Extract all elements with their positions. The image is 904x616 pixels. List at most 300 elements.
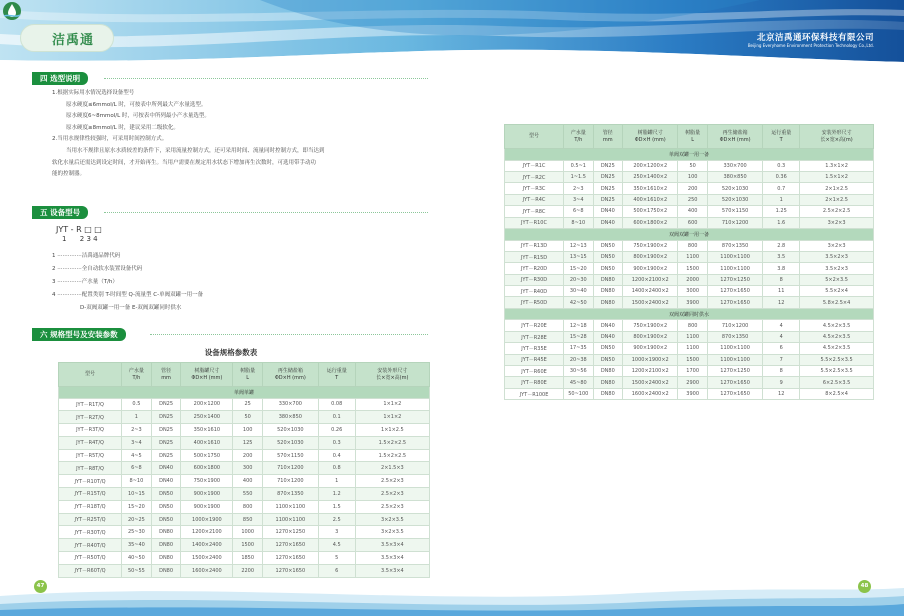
table-group-row	[505, 228, 874, 240]
group-label: 单阀单罐	[59, 387, 430, 399]
table-cell: 900×1900×2	[623, 343, 678, 354]
table-cell: 200×1200×2	[623, 160, 678, 171]
table-cell: 5.5×2.5×3.5	[800, 354, 874, 365]
table-cell: JYT－R40D	[505, 286, 564, 297]
column-header-line: 长×宽×高(m)	[820, 136, 853, 143]
table-cell: 870×1350	[263, 488, 319, 501]
table-cell: JYT－R60T/Q	[59, 564, 122, 577]
note-line: 原水硬度6~8mmol/L 时，可按表中所列最小产水量选型。	[66, 113, 210, 120]
table-cell: 750×1900	[181, 475, 233, 488]
table-row	[59, 411, 430, 424]
table-cell: 8	[763, 366, 800, 377]
table-cell: 1270×1650	[707, 377, 762, 388]
table-cell: DN80	[593, 274, 623, 285]
table-cell: 250×1400	[181, 411, 233, 424]
column-header-line: 安装外形尺寸	[821, 129, 852, 136]
table-cell: DN50	[593, 354, 623, 365]
table-cell: DN80	[593, 388, 623, 399]
table-row	[505, 320, 874, 331]
table-cell: DN50	[593, 343, 623, 354]
table-cell: JYT－R15T/Q	[59, 488, 122, 501]
table-cell: 1×1×2	[355, 411, 429, 424]
table-cell: 200	[678, 183, 708, 194]
column-header	[800, 125, 874, 149]
table-row	[505, 388, 874, 399]
table-cell: DN25	[151, 398, 181, 411]
column-header-line: ΦD×H (mm)	[191, 374, 223, 381]
table-cell: 600×1800×2	[623, 217, 678, 228]
table-cell: 550	[233, 488, 263, 501]
column-header-line: 型号	[529, 133, 540, 140]
note-line: 能的控制器。	[52, 171, 86, 178]
table-row	[505, 354, 874, 365]
column-header-line: 管径	[161, 367, 172, 374]
table-cell: JYT－R4T/Q	[59, 436, 122, 449]
table-cell: JYT－R13D	[505, 240, 564, 251]
table-cell: 3.5×2×3	[800, 251, 874, 262]
table-cell: 3.8	[763, 263, 800, 274]
table-cell: 800×1900×2	[623, 251, 678, 262]
column-header	[623, 125, 678, 149]
table-row	[505, 206, 874, 217]
column-header-line: 树脂量	[685, 129, 701, 136]
table-cell: 1000×1900×2	[623, 354, 678, 365]
table-cell: 25	[233, 398, 263, 411]
table-cell: JYT－R28E	[505, 331, 564, 342]
column-header	[593, 125, 623, 149]
group-label: 双阀双罐一用一备	[505, 228, 874, 240]
table-cell: 40~50	[122, 552, 152, 565]
table-cell: 0.3	[763, 160, 800, 171]
table-cell: 350×1610	[181, 424, 233, 437]
table-cell: 0.36	[763, 171, 800, 182]
table-cell: 3.5×3×4	[355, 539, 429, 552]
table-cell: DN50	[151, 500, 181, 513]
table-cell: 400	[678, 206, 708, 217]
column-header-line: 树脂罐尺寸	[637, 129, 663, 136]
table-row	[59, 462, 430, 475]
table-cell: 2×1.5×3	[355, 462, 429, 475]
table-cell: 400×1610	[181, 436, 233, 449]
table-cell: 250	[678, 194, 708, 205]
table-cell: 50~100	[564, 388, 594, 399]
table-cell: DN50	[593, 251, 623, 262]
table-cell: 50~55	[122, 564, 152, 577]
group-label: 双阀双罐同时供水	[505, 308, 874, 320]
table-cell: 710×1200	[707, 217, 762, 228]
table-header-row	[59, 363, 430, 387]
table-cell: 2.5	[318, 513, 355, 526]
column-header	[318, 363, 355, 387]
section-6-title: 六 规格型号及安装参数	[32, 328, 126, 341]
table-cell: 600	[678, 217, 708, 228]
section-4-header	[32, 72, 428, 85]
column-header-line: mm	[161, 374, 171, 381]
table-cell: 710×1200	[263, 462, 319, 475]
table-cell: 3	[318, 526, 355, 539]
logo-text: 洁禹通	[52, 33, 95, 48]
table-cell: 1100×1100	[707, 251, 762, 262]
column-header-line: T/h	[574, 136, 583, 143]
table-cell: DN25	[593, 160, 623, 171]
table-cell: JYT－R4C	[505, 194, 564, 205]
table-cell: 0.08	[318, 398, 355, 411]
column-header-line: 树脂量	[240, 367, 256, 374]
table-cell: 1850	[233, 552, 263, 565]
table-cell: 1400×2400×2	[623, 286, 678, 297]
table-cell: 4~5	[122, 449, 152, 462]
table-row	[505, 240, 874, 251]
table-cell: JYT－R3C	[505, 183, 564, 194]
table-cell: DN80	[593, 377, 623, 388]
legend-line: 1 ··············洁禹通品牌代码	[52, 253, 121, 259]
table-cell: JYT－R5T/Q	[59, 449, 122, 462]
table-cell: JYT－R8T/Q	[59, 462, 122, 475]
footer-wave	[0, 574, 904, 616]
table-cell: 300	[233, 462, 263, 475]
table-cell: 3.5×3×4	[355, 564, 429, 577]
table-cell: 4	[763, 331, 800, 342]
table-cell: 600×1800	[181, 462, 233, 475]
table-cell: 13~15	[564, 251, 594, 262]
table-cell: 1100	[678, 251, 708, 262]
column-header-line: 产水量	[128, 367, 144, 374]
table-cell: 520×1030	[263, 436, 319, 449]
group-label: 单阀双罐一用一备	[505, 149, 874, 161]
table-cell: 1.5	[318, 500, 355, 513]
table-cell: 0.5	[122, 398, 152, 411]
column-header-line: 管径	[602, 129, 613, 136]
column-header-line: 安装外形尺寸	[377, 367, 408, 374]
company-name-en: Beijing Everyhome Environment Protection Technology Co.,Ltd.	[747, 43, 874, 48]
table-cell: 1200×2100×2	[623, 366, 678, 377]
table-cell: 900×1900	[181, 488, 233, 501]
table-cell: 3.5×3×4	[355, 552, 429, 565]
table-cell: 3~4	[564, 194, 594, 205]
column-header-line: L	[246, 374, 250, 381]
table-cell: DN80	[593, 286, 623, 297]
water-drop-logo-icon	[0, 0, 24, 22]
table-row	[59, 552, 430, 565]
column-header-line: mm	[602, 136, 613, 143]
table-cell: 17~35	[564, 343, 594, 354]
table-row	[505, 274, 874, 285]
table-cell: 2.5×2×3	[355, 475, 429, 488]
table-cell: 350×1610×2	[623, 183, 678, 194]
table-row	[505, 343, 874, 354]
table-cell: 0.26	[318, 424, 355, 437]
table-row	[505, 160, 874, 171]
table-cell: 2.5×2×2.5	[800, 206, 874, 217]
table-cell: 520×1030	[263, 424, 319, 437]
table-cell: 5.8×2.5×4	[800, 297, 874, 308]
table-cell: 100	[678, 171, 708, 182]
table-cell: 520×1030	[707, 194, 762, 205]
spec-table-right	[504, 124, 874, 400]
table-cell: JYT－R3T/Q	[59, 424, 122, 437]
table-cell: JYT－R10T/Q	[59, 475, 122, 488]
table-cell: 1100	[678, 343, 708, 354]
table-row	[59, 436, 430, 449]
table-row	[505, 297, 874, 308]
table-cell: DN40	[593, 206, 623, 217]
table-row	[59, 475, 430, 488]
table-cell: 570×1150	[707, 206, 762, 217]
table-cell: JYT－R25T/Q	[59, 513, 122, 526]
note-line: 原水硬度≤6mmol/L 时，可按表中所列最大产水量选型。	[66, 101, 207, 108]
table-cell: 6	[763, 343, 800, 354]
table-cell: 200	[233, 449, 263, 462]
note-line: 当用水不规律且原水水质较差的条件下，采用流量控制方式，还可采用时间、流量同时控制方式，即当达到	[66, 147, 325, 154]
legend-line: 3 ··············产水量（T/h）	[52, 279, 118, 285]
section-5-title: 五 设备型号	[32, 206, 88, 219]
table-cell: 35~40	[122, 539, 152, 552]
table-cell: 1×1×2.5	[355, 424, 429, 437]
table-cell: JYT－R10C	[505, 217, 564, 228]
table-cell: JYT－R18T/Q	[59, 500, 122, 513]
table-cell: 750×1900×2	[623, 240, 678, 251]
table-row	[505, 171, 874, 182]
table-cell: 20~30	[564, 274, 594, 285]
table-cell: 12~18	[564, 320, 594, 331]
table-cell: 2.8	[763, 240, 800, 251]
table-cell: 3.5×2×3	[800, 263, 874, 274]
column-header	[707, 125, 762, 149]
table-cell: 20~38	[564, 354, 594, 365]
table-cell: 520×1030	[707, 183, 762, 194]
table-cell: 1500	[678, 263, 708, 274]
table-cell: 1700	[678, 366, 708, 377]
table-cell: JYT－R1T/Q	[59, 398, 122, 411]
column-header	[151, 363, 181, 387]
table-cell: DN50	[151, 488, 181, 501]
column-header-line: 运行重量	[771, 129, 792, 136]
column-header	[59, 363, 122, 387]
section-5-header	[32, 206, 428, 219]
table-cell: 6~8	[122, 462, 152, 475]
section-4-title: 四 选型说明	[32, 72, 88, 85]
column-header-line: L	[691, 136, 695, 143]
table-cell: 2000	[678, 274, 708, 285]
table-cell: 7	[763, 354, 800, 365]
table-row	[505, 366, 874, 377]
table-group-row	[505, 149, 874, 161]
table-cell: 500×1750	[181, 449, 233, 462]
table-cell: 1600×2400×2	[623, 388, 678, 399]
table-cell: DN25	[593, 171, 623, 182]
table-cell: 1000×1900	[181, 513, 233, 526]
table-cell: DN40	[593, 320, 623, 331]
table-cell: JYT－R1C	[505, 160, 564, 171]
table-cell: 125	[233, 436, 263, 449]
table-cell: 1270×1650	[263, 539, 319, 552]
column-header-line: ΦD×H (mm)	[634, 136, 666, 143]
column-header-line: 运行重量	[326, 367, 347, 374]
table-cell: 1.2	[318, 488, 355, 501]
table-cell: 0.3	[318, 436, 355, 449]
table-cell: 1100×1100	[263, 513, 319, 526]
table-cell: 9	[763, 377, 800, 388]
table-cell: 2~3	[564, 183, 594, 194]
table-cell: JYT－R15D	[505, 251, 564, 262]
table-cell: 1270×1650	[263, 564, 319, 577]
table-cell: 30~40	[564, 286, 594, 297]
table-cell: 1100	[678, 331, 708, 342]
table-cell: 8	[763, 274, 800, 285]
note-line: 1.根据实际用水情况选择设备型号	[52, 90, 135, 96]
table-cell: 4.5	[318, 539, 355, 552]
table-cell: JYT－R100E	[505, 388, 564, 399]
table-cell: 2.5×2×3	[355, 500, 429, 513]
table-cell: DN80	[151, 552, 181, 565]
note-line: 原水硬度≥8mmol/L 时，建议采用二级软化。	[66, 124, 179, 131]
table-cell: 1100×1100	[707, 343, 762, 354]
table-cell: 400×1610×2	[623, 194, 678, 205]
table-row	[59, 513, 430, 526]
table-cell: 1.25	[763, 206, 800, 217]
table-cell: 5	[318, 552, 355, 565]
table-cell: 1500	[678, 354, 708, 365]
table-cell: 12	[763, 297, 800, 308]
company-name-cn: 北京洁禹通环保科技有限公司	[756, 33, 874, 43]
table-cell: 1500×2400	[181, 552, 233, 565]
column-header	[263, 363, 319, 387]
table-cell: 710×1200	[263, 475, 319, 488]
table-cell: 1270×1650	[707, 297, 762, 308]
table-cell: JYT－R30D	[505, 274, 564, 285]
table-group-row	[505, 308, 874, 320]
table-cell: 1.3×1×2	[800, 160, 874, 171]
table-cell: 900×1900	[181, 500, 233, 513]
table-cell: 0.4	[318, 449, 355, 462]
table-cell: 1600×2400	[181, 564, 233, 577]
section-6-header	[32, 328, 428, 341]
table-cell: 4	[763, 320, 800, 331]
table-cell: 710×1200	[707, 320, 762, 331]
column-header	[763, 125, 800, 149]
section-6-divider	[150, 334, 428, 335]
table-cell: DN80	[151, 564, 181, 577]
table-cell: 2200	[233, 564, 263, 577]
table-cell: DN50	[151, 513, 181, 526]
column-header	[564, 125, 594, 149]
table-cell: JYT－R50T/Q	[59, 552, 122, 565]
table-cell: 50	[233, 411, 263, 424]
table-cell: 2×1×2.5	[800, 183, 874, 194]
table-cell: 570×1150	[263, 449, 319, 462]
table-cell: 6~8	[564, 206, 594, 217]
table-row	[59, 449, 430, 462]
note-line: 软化水量后还需达到设定时间，才开始再生。当用户需要在规定用水状态下增加再生次数时，可选用带手动功	[52, 159, 317, 166]
table-cell: DN40	[151, 475, 181, 488]
column-header	[678, 125, 708, 149]
table-cell: 4.5×2×3.5	[800, 320, 874, 331]
table-cell: 800	[678, 240, 708, 251]
table-cell: 1~1.5	[564, 171, 594, 182]
table-cell: 2~3	[122, 424, 152, 437]
column-header-line: T	[779, 136, 783, 143]
model-code-legend	[52, 250, 432, 315]
model-code: JYT - R □ □	[56, 225, 102, 234]
section-4-divider	[104, 78, 428, 79]
table-cell: 3×2×3	[800, 240, 874, 251]
table-cell: DN25	[593, 183, 623, 194]
table-cell: 1100×1100	[263, 500, 319, 513]
table-cell: 1	[318, 475, 355, 488]
table-cell: 900×1900×2	[623, 263, 678, 274]
column-header	[505, 125, 564, 149]
table-cell: 380×850	[707, 171, 762, 182]
table-cell: 250×1400×2	[623, 171, 678, 182]
table-cell: 5×2×3.5	[800, 274, 874, 285]
note-line: 2.当用水规律性较强时，可采用时间控制方式。	[52, 136, 168, 143]
table-cell: JYT－R60E	[505, 366, 564, 377]
table-cell: 0.7	[763, 183, 800, 194]
table-cell: JYT－R80E	[505, 377, 564, 388]
table-cell: 850	[233, 513, 263, 526]
table-cell: 8~10	[122, 475, 152, 488]
table-cell: 800	[678, 320, 708, 331]
table-cell: 330×700	[263, 398, 319, 411]
spec-table-left	[58, 362, 430, 578]
table-cell: 8~10	[564, 217, 594, 228]
table-cell: 42~50	[564, 297, 594, 308]
table-cell: 1000	[233, 526, 263, 539]
table-cell: 6×2.5×3.5	[800, 377, 874, 388]
table-cell: 3×2×3.5	[355, 513, 429, 526]
table-cell: 0.8	[318, 462, 355, 475]
table-row	[59, 398, 430, 411]
table-cell: 1270×1650	[263, 552, 319, 565]
table-title: 设备规格参数表	[204, 348, 258, 357]
table-cell: 25~30	[122, 526, 152, 539]
table-cell: 1200×2100×2	[623, 274, 678, 285]
table-row	[505, 377, 874, 388]
table-cell: 0.1	[318, 411, 355, 424]
table-row	[59, 424, 430, 437]
table-cell: 4.5×2×3.5	[800, 331, 874, 342]
table-cell: 0.5~1	[564, 160, 594, 171]
table-cell: 1270×1250	[707, 366, 762, 377]
table-row	[505, 194, 874, 205]
table-cell: DN25	[151, 411, 181, 424]
table-cell: 3900	[678, 388, 708, 399]
table-cell: 1.6	[763, 217, 800, 228]
table-cell: 330×700	[707, 160, 762, 171]
table-cell: DN80	[593, 366, 623, 377]
legend-line: 2 ··············全自动软水装置设备代码	[52, 266, 143, 272]
table-cell: 1270×1650	[707, 286, 762, 297]
table-cell: 1500×2400×2	[623, 297, 678, 308]
table-cell: 1.5×1×2	[800, 171, 874, 182]
table-cell: 3.5	[763, 251, 800, 262]
table-row	[505, 251, 874, 262]
column-header-line: 型号	[85, 371, 96, 378]
column-header-line: 产水量	[570, 129, 586, 136]
table-cell: 1270×1250	[707, 274, 762, 285]
table-cell: DN25	[151, 436, 181, 449]
table-cell: 200×1200	[181, 398, 233, 411]
table-cell: 750×1900×2	[623, 320, 678, 331]
section-5-divider	[104, 212, 428, 213]
table-cell: JYT－R40T/Q	[59, 539, 122, 552]
table-cell: JYT－R2T/Q	[59, 411, 122, 424]
table-cell: DN40	[593, 331, 623, 342]
table-cell: 5.5×2.5×3.5	[800, 366, 874, 377]
table-cell: 1×1×2	[355, 398, 429, 411]
table-cell: 2900	[678, 377, 708, 388]
table-row	[59, 526, 430, 539]
